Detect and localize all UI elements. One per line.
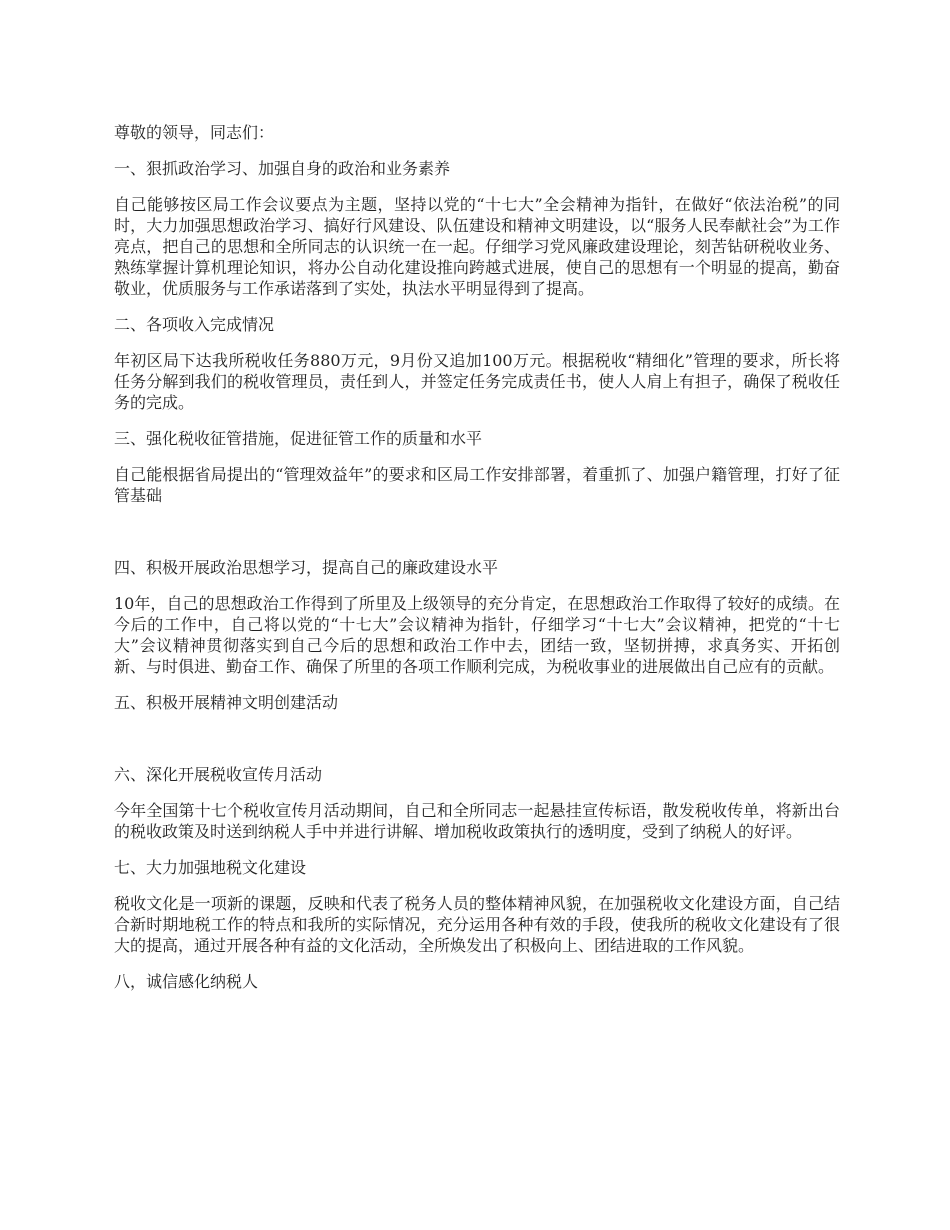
greeting: 尊敬的领导，同志们： xyxy=(114,123,275,142)
section-6-body: 今年全国第十七个税收宣传月活动期间，自己和全所同志一起悬挂宣传标语，散发税收传单，将新出台的税收政策及时送到纳税人手中并进行讲解、增加税收政策执行的透明度，受到了纳税人的好评。 xyxy=(114,801,840,841)
section-2-body: 年初区局下达我所税收任务880万元，9月份又追加100万元。根据税收“精细化”管理的要求，所长将任务分解到我们的税收管理员，责任到人，并签定任务完成责任书，使人人肩上有担子，确保了税收任务的完成。 xyxy=(114,351,840,412)
section-2-heading: 二、各项收入完成情况 xyxy=(114,315,275,334)
blank-spacer xyxy=(114,728,840,764)
section-7-heading: 七、大力加强地税文化建设 xyxy=(114,858,307,877)
document-page xyxy=(114,122,840,1007)
section-4-body: 10年，自己的思想政治工作得到了所里及上级领导的充分肯定，在思想政治工作取得了较好的成绩。在今后的工作中，自己将以党的“十七大”会议精神为指针，仔细学习“十七大”会议精神，把党的“十七大”会议精神贯彻落实到自己今后的思想和政治工作中去，团结一致，坚韧拼搏，求真务实、开拓创新、与时俱进、勤奋工作、确保了所里的各项工作顺利完成，为税收事业的进展做出自己应有的贡献。 xyxy=(114,594,840,676)
section-1-body: 自己能够按区局工作会议要点为主题，坚持以党的“十七大”全会精神为指针，在做好“依法治税”的同时，大力加强思想政治学习、搞好行风建设、队伍建设和精神文明建设，以“服务人民奉献社会”为工作亮点，把自己的思想和全所同志的认识统一在一起。仔细学习党风廉政建设理论，刻苦钻研税收业务、熟练掌握计算机理论知识，将办公自动化建设推向跨越式进展，使自己的思想有一个明显的提高，勤奋敬业，优质服务与工作承诺落到了实处，执法水平明显得到了提高。 xyxy=(114,195,840,298)
section-5-heading: 五、积极开展精神文明创建活动 xyxy=(114,693,339,712)
section-3-body: 自己能根据省局提出的“管理效益年”的要求和区局工作安排部署，着重抓了、加强户籍管理，打好了征管基础 xyxy=(114,465,840,505)
section-4-heading: 四、积极开展政治思想学习，提高自己的廉政建设水平 xyxy=(114,558,499,577)
section-8-heading: 八，诚信感化纳税人 xyxy=(114,972,259,991)
section-7-body: 税收文化是一项新的课题，反映和代表了税务人员的整体精神风貌，在加强税收文化建设方面，自己结合新时期地税工作的特点和我所的实际情况，充分运用各种有效的手段，使我所的税收文化建设有了很大的提高，通过开展各种有益的文化活动，全所焕发出了积极向上、团结进取的工作风貌。 xyxy=(114,894,840,955)
blank-spacer xyxy=(114,521,840,557)
section-3-heading: 三、强化税收征管措施，促进征管工作的质量和水平 xyxy=(114,429,483,448)
section-1-heading: 一、狠抓政治学习、加强自身的政治和业务素养 xyxy=(114,159,451,178)
section-6-heading: 六、深化开展税收宣传月活动 xyxy=(114,765,323,784)
